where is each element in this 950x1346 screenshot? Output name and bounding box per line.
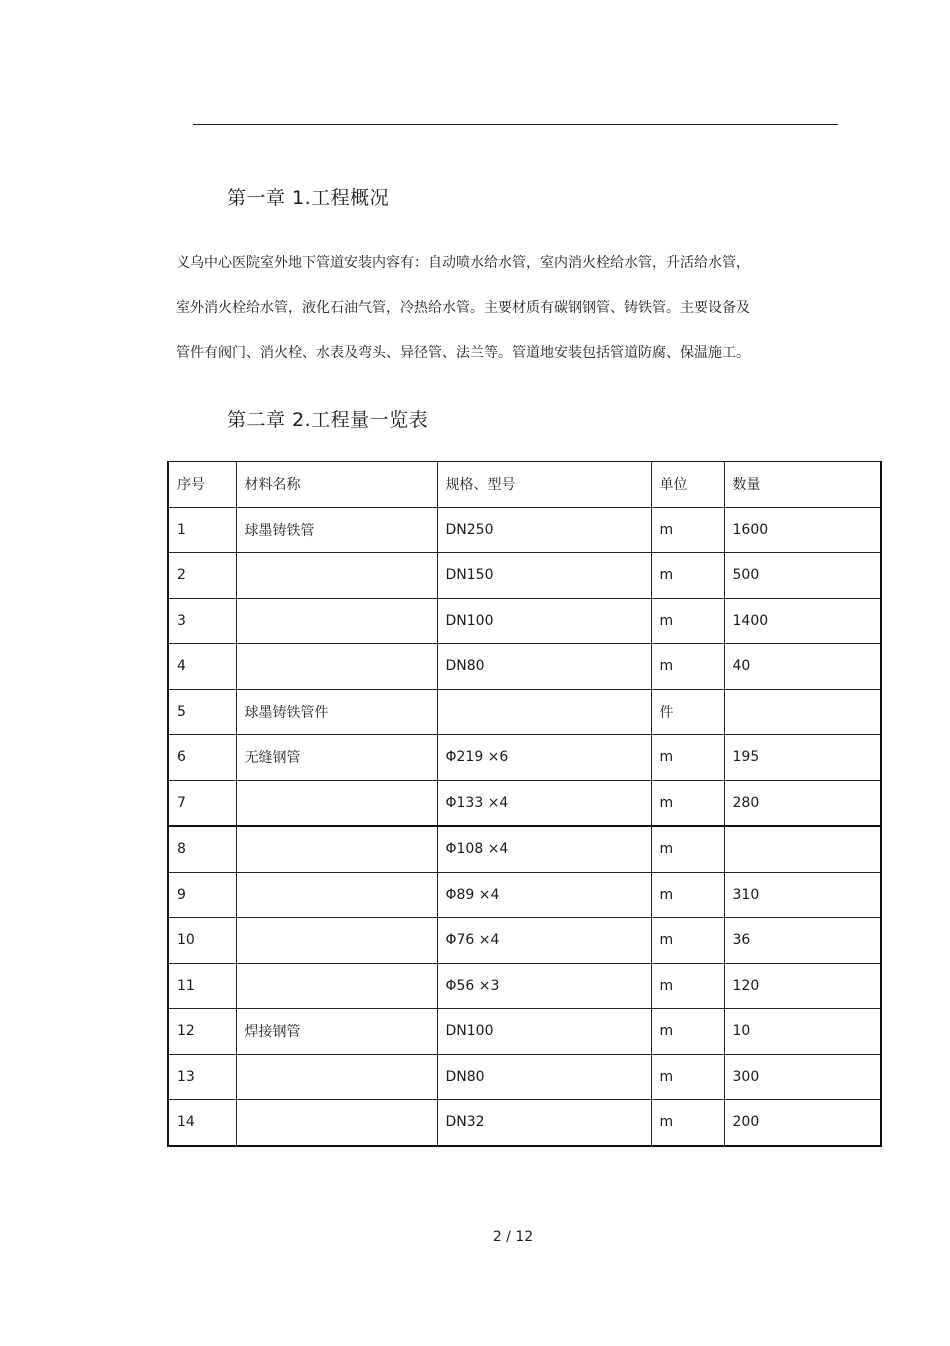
cell-quantity: 120: [724, 963, 881, 1009]
cell-index: 9: [168, 872, 236, 918]
cell-index: 6: [168, 735, 236, 781]
cell-spec: Φ108 ×4: [437, 826, 651, 872]
chapter-2-heading: 第二章 2.工程量一览表: [227, 409, 429, 431]
cell-unit: m: [651, 735, 724, 781]
cell-material-name: [236, 553, 437, 599]
cell-material-name: [236, 872, 437, 918]
header-spec: 规格、型号: [437, 462, 651, 508]
cell-quantity: 500: [724, 553, 881, 599]
cell-material-name: 无缝钢管: [236, 735, 437, 781]
cell-index: 3: [168, 598, 236, 644]
table-row: [168, 598, 881, 644]
cell-spec: DN32: [437, 1100, 651, 1146]
cell-spec: Φ76 ×4: [437, 918, 651, 964]
cell-index: 4: [168, 644, 236, 690]
cell-unit: m: [651, 780, 724, 826]
cell-quantity: 310: [724, 872, 881, 918]
chapter-1-heading: 第一章 1.工程概况: [227, 187, 390, 209]
cell-material-name: [236, 598, 437, 644]
table-row: [168, 735, 881, 781]
cell-unit: m: [651, 1100, 724, 1146]
cell-index: 14: [168, 1100, 236, 1146]
cell-unit: 件: [651, 689, 724, 735]
cell-material-name: 焊接钢管: [236, 1009, 437, 1055]
cell-quantity: 36: [724, 918, 881, 964]
cell-material-name: 球墨铸铁管: [236, 507, 437, 553]
header-index: 序号: [168, 462, 236, 508]
header-quantity: 数量: [724, 462, 881, 508]
cell-unit: m: [651, 872, 724, 918]
cell-quantity: 10: [724, 1009, 881, 1055]
cell-index: 5: [168, 689, 236, 735]
cell-spec: DN100: [437, 598, 651, 644]
header-rule: [193, 124, 838, 125]
cell-material-name: [236, 1054, 437, 1100]
header-material-name: 材料名称: [236, 462, 437, 508]
table-row: [168, 689, 881, 735]
cell-unit: m: [651, 918, 724, 964]
cell-spec: [437, 689, 651, 735]
cell-index: 11: [168, 963, 236, 1009]
table-row: [168, 826, 881, 872]
cell-spec: Φ56 ×3: [437, 963, 651, 1009]
table-row: [168, 644, 881, 690]
cell-spec: DN80: [437, 1054, 651, 1100]
cell-quantity: 200: [724, 1100, 881, 1146]
cell-unit: m: [651, 598, 724, 644]
table-row: [168, 963, 881, 1009]
cell-spec: DN150: [437, 553, 651, 599]
cell-material-name: [236, 826, 437, 872]
cell-index: 8: [168, 826, 236, 872]
cell-material-name: [236, 918, 437, 964]
page-number: 2 / 12: [492, 1229, 534, 1245]
cell-unit: m: [651, 507, 724, 553]
cell-material-name: [236, 780, 437, 826]
cell-quantity: 280: [724, 780, 881, 826]
table-row: [168, 1054, 881, 1100]
table-row: [168, 1009, 881, 1055]
cell-spec: Φ219 ×6: [437, 735, 651, 781]
cell-quantity: 1400: [724, 598, 881, 644]
cell-material-name: [236, 644, 437, 690]
cell-unit: m: [651, 644, 724, 690]
cell-quantity: 300: [724, 1054, 881, 1100]
cell-quantity: 40: [724, 644, 881, 690]
quantity-table: [167, 461, 882, 1147]
cell-index: 12: [168, 1009, 236, 1055]
cell-material-name: 球墨铸铁管件: [236, 689, 437, 735]
cell-unit: m: [651, 826, 724, 872]
overview-line-1: 义乌中心医院室外地下管道安装内容有：自动喷水给水管，室内消火栓给水管，升活给水管，: [176, 255, 750, 271]
cell-quantity: [724, 689, 881, 735]
cell-spec: DN100: [437, 1009, 651, 1055]
cell-quantity: [724, 826, 881, 872]
table-row: [168, 553, 881, 599]
cell-spec: DN250: [437, 507, 651, 553]
cell-index: 1: [168, 507, 236, 553]
overview-line-2: 室外消火栓给水管，液化石油气管，冷热给水管。主要材质有碳钢钢管、铸铁管。主要设备及: [176, 300, 750, 316]
cell-index: 13: [168, 1054, 236, 1100]
cell-material-name: [236, 963, 437, 1009]
cell-quantity: 1600: [724, 507, 881, 553]
cell-unit: m: [651, 963, 724, 1009]
table-row: [168, 918, 881, 964]
cell-spec: Φ133 ×4: [437, 780, 651, 826]
cell-spec: DN80: [437, 644, 651, 690]
header-unit: 单位: [651, 462, 724, 508]
cell-index: 10: [168, 918, 236, 964]
cell-unit: m: [651, 1009, 724, 1055]
cell-unit: m: [651, 1054, 724, 1100]
cell-quantity: 195: [724, 735, 881, 781]
table-row: [168, 872, 881, 918]
cell-unit: m: [651, 553, 724, 599]
cell-index: 7: [168, 780, 236, 826]
overview-line-3: 管件有阀门、消火栓、水表及弯头、异径管、法兰等。管道地安装包括管道防腐、保温施工。: [176, 345, 750, 361]
cell-material-name: [236, 1100, 437, 1146]
table-row: [168, 1100, 881, 1146]
table-row: [168, 780, 881, 826]
cell-spec: Φ89 ×4: [437, 872, 651, 918]
table-row: [168, 507, 881, 553]
cell-index: 2: [168, 553, 236, 599]
table-header-row: [168, 462, 881, 508]
